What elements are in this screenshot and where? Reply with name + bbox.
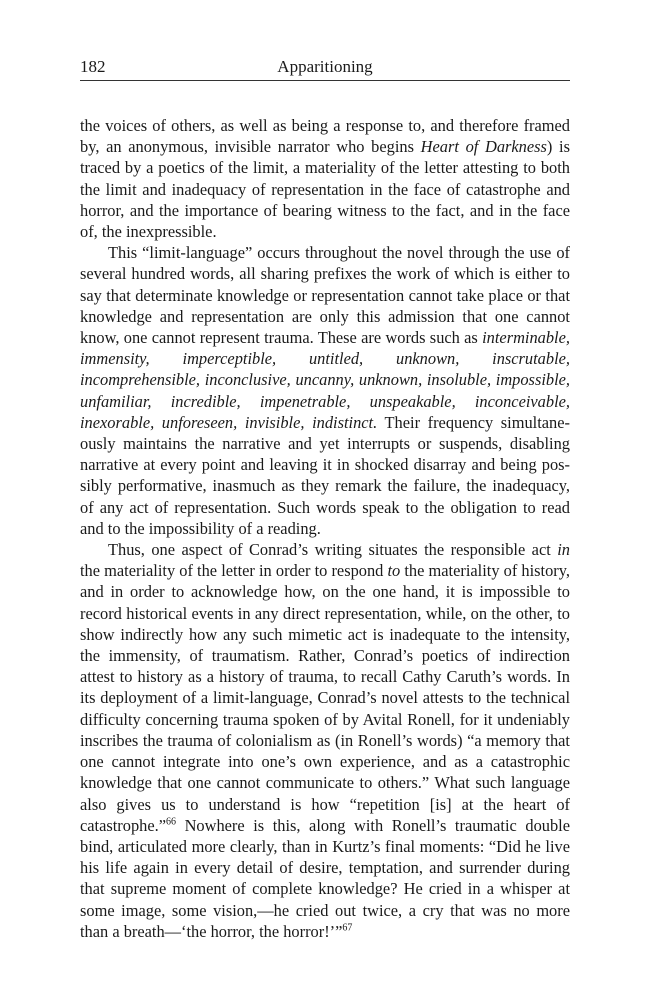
footnote-ref: 66 xyxy=(166,816,177,828)
italic-span: Heart of Darkness xyxy=(420,137,547,157)
body-text xyxy=(80,115,570,942)
book-page xyxy=(80,0,570,1004)
italic-span: interminable, immensity, imperceptible, untitled, unknown, inscrutable, incomprehensible, inconclusive, uncanny, unknown, insoluble, impossible, unfamiliar, incredible, impenetrable, unspeakable, inconceivable, inexorable, unforeseen, invisible, indistinct. xyxy=(80,328,570,432)
italic-span: to xyxy=(387,561,401,581)
italic-span: in xyxy=(557,540,570,560)
footnote-ref: 67 xyxy=(342,922,353,934)
running-head xyxy=(80,56,570,81)
text-span: the materiality of the letter in order to respond xyxy=(80,561,388,581)
paragraph-2 xyxy=(80,242,570,539)
page-number: 182 xyxy=(80,57,106,76)
text-span: the voices of others, as well as being a response to, and therefore framed by, an anonymous, invisible narrator who begins xyxy=(80,116,570,157)
paragraph-1 xyxy=(80,115,570,242)
text-span: Thus, one aspect of Conrad’s writing situates the responsible act xyxy=(108,540,558,560)
text-span: This “limit-language” occurs throughout the novel through the use of several hundred words, all sharing prefixes the work of which is either to say that determinate knowledge or representation cannot take place or that knowledge and representation are only this admission that one cannot know, one cannot represent trauma. These are words such as xyxy=(80,243,570,348)
text-span: the materiality of history, and in order to acknowledge how, on the one hand, it is impossible to record historical events in any direct representation, while, on the other, to show indirectly how any such mimetic act is inadequate to the intensity, the immensity, of traumatism. Rather, Conrad’s poetics of indirection attest to history as a history of trauma, to recall Cathy Caruth’s words. In its deployment of a limit-language, Conrad’s novel attests to the technical difficulty concerning trauma spoken of by Avital Ronell, for it undeniably inscribes the trauma of colonialism as (in Ronell’s words) “a memory that one cannot integrate into one’s own experience, and as a catastrophic knowledge that one cannot communicate to others.” What such language also gives us to understand is how “repetition [is] at the heart of catastrophe.” xyxy=(80,561,570,835)
text-span: ) is traced by a poetics of the limit, a materiality of the letter attesting to both the limit and inadequacy of representation in the face of catastrophe and horror, and the importance of bearing witness to the fact, and in the face of, the inexpressible. xyxy=(80,137,570,242)
text-span: Nowhere is this, along with Ronell’s traumatic double bind, articulated more clearly, than in Kurtz’s final moments: “Did he live his life again in every detail of desire, temptation, and surrender during that supreme moment of complete knowledge? He cried in a whisper at some image, some vision,—he cried out twice, a cry that was no more than a breath—‘the horror, the horror!’” xyxy=(80,815,570,941)
running-title: Apparitioning xyxy=(277,57,373,76)
text-span: Their frequency simultaneously maintains the narrative and yet interrupts or suspends, disabling narrative at every point and leaving it in shocked disarray and being possibly performative, inasmuch as they remark the failure, the inadequacy, of any act of representation. Such words speak to the obligation to read and to the impossibility of a reading. xyxy=(80,412,570,538)
paragraph-3 xyxy=(80,539,570,942)
